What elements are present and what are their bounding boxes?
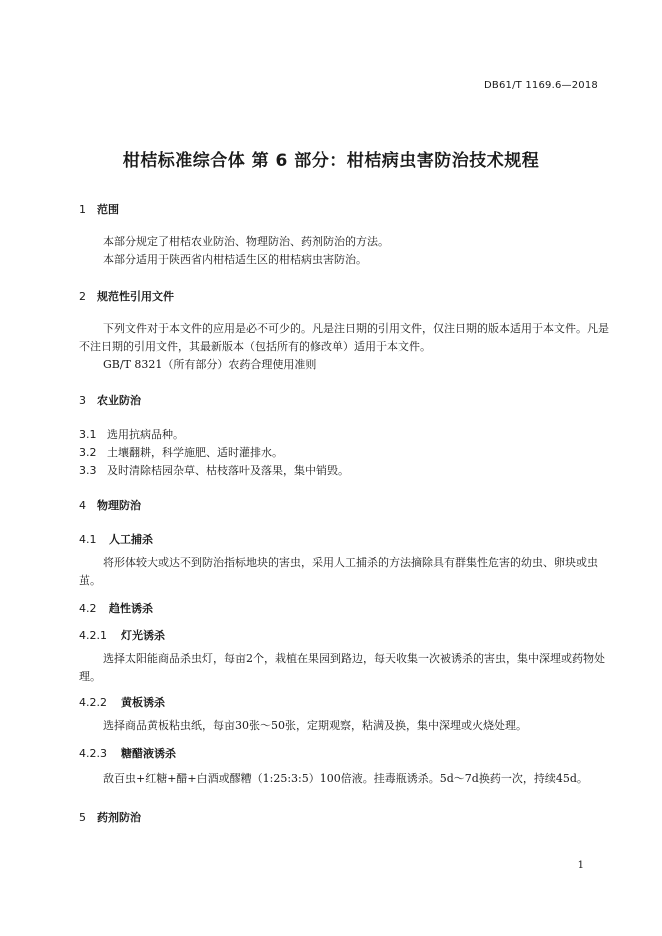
paragraph: 选择太阳能商品杀虫灯，每亩2个，栽植在果园到路边，每天收集一次被诱杀的害虫，集中深埋或药物处理。 bbox=[79, 652, 605, 683]
section-number: 4.2.2 bbox=[79, 696, 107, 709]
section-title: 趋性诱杀 bbox=[109, 602, 153, 615]
section-number: 2 bbox=[79, 290, 86, 303]
paragraph: 将形体较大或达不到防治指标地块的害虫，采用人工捕杀的方法摘除具有群集性危害的幼虫、卵块或虫茧。 bbox=[79, 556, 598, 587]
item-text: 及时清除桔园杂草、枯枝落叶及落果，集中销毁。 bbox=[107, 464, 349, 477]
list-item bbox=[79, 462, 349, 478]
paragraph: 敌百虫+红糖+醋+白酒或醪糟（1:25:3:5）100倍液。挂毒瓶诱杀。5d～7d换药一次，持续45d。 bbox=[103, 772, 588, 785]
section-title: 灯光诱杀 bbox=[121, 629, 165, 642]
paragraph: 选择商品黄板粘虫纸，每亩30张～50张，定期观察，粘满及换，集中深埋或火烧处理。 bbox=[103, 719, 527, 732]
referenced-standard: GB/T 8321（所有部分）农药合理使用准则 bbox=[103, 358, 317, 371]
section-title: 农业防治 bbox=[97, 394, 141, 407]
section-number: 4.2.1 bbox=[79, 629, 107, 642]
subsection-4-2-heading bbox=[79, 600, 153, 616]
section-title: 范围 bbox=[97, 203, 119, 216]
section-1-heading bbox=[79, 201, 119, 217]
page-number: 1 bbox=[577, 860, 584, 871]
subsection-4-2-2-heading bbox=[79, 694, 165, 710]
paragraph: 本部分适用于陕西省内柑桔适生区的柑桔病虫害防治。 bbox=[103, 253, 367, 266]
section-title: 规范性引用文件 bbox=[97, 290, 174, 303]
list-item bbox=[79, 426, 184, 442]
item-text: 选用抗病品种。 bbox=[107, 428, 184, 441]
paragraph: 下列文件对于本文件的应用是必不可少的。凡是注日期的引用文件，仅注日期的版本适用于本文件。凡是不注日期的引用文件，其最新版本（包括所有的修改单）适用于本文件。 bbox=[79, 322, 609, 353]
item-number: 3.2 bbox=[79, 446, 97, 459]
section-number: 1 bbox=[79, 203, 86, 216]
section-4-heading bbox=[79, 497, 141, 513]
item-number: 3.1 bbox=[79, 428, 97, 441]
standard-code: DB61/T 1169.6—2018 bbox=[484, 80, 598, 91]
section-title: 物理防治 bbox=[97, 499, 141, 512]
list-item bbox=[79, 444, 283, 460]
section-3-heading bbox=[79, 392, 141, 408]
section-number: 4.2.3 bbox=[79, 747, 107, 760]
section-5-heading bbox=[79, 809, 141, 825]
paragraph: 本部分规定了柑桔农业防治、物理防治、药剂防治的方法。 bbox=[103, 235, 389, 248]
subsection-4-2-3-heading bbox=[79, 745, 176, 761]
section-number: 4.2 bbox=[79, 602, 97, 615]
section-2-heading bbox=[79, 288, 174, 304]
section-title: 糖醋液诱杀 bbox=[121, 747, 176, 760]
subsection-4-1-heading bbox=[79, 531, 153, 547]
section-number: 4.1 bbox=[79, 533, 97, 546]
page-title: 柑桔标准综合体 第 6 部分：柑桔病虫害防治技术规程 bbox=[122, 151, 540, 171]
section-title: 人工捕杀 bbox=[109, 533, 153, 546]
item-number: 3.3 bbox=[79, 464, 97, 477]
section-number: 4 bbox=[79, 499, 86, 512]
section-title: 药剂防治 bbox=[97, 811, 141, 824]
section-number: 3 bbox=[79, 394, 86, 407]
item-text: 土壤翻耕，科学施肥、适时灌排水。 bbox=[107, 446, 283, 459]
section-title: 黄板诱杀 bbox=[121, 696, 165, 709]
subsection-4-2-1-heading bbox=[79, 627, 165, 643]
section-number: 5 bbox=[79, 811, 86, 824]
